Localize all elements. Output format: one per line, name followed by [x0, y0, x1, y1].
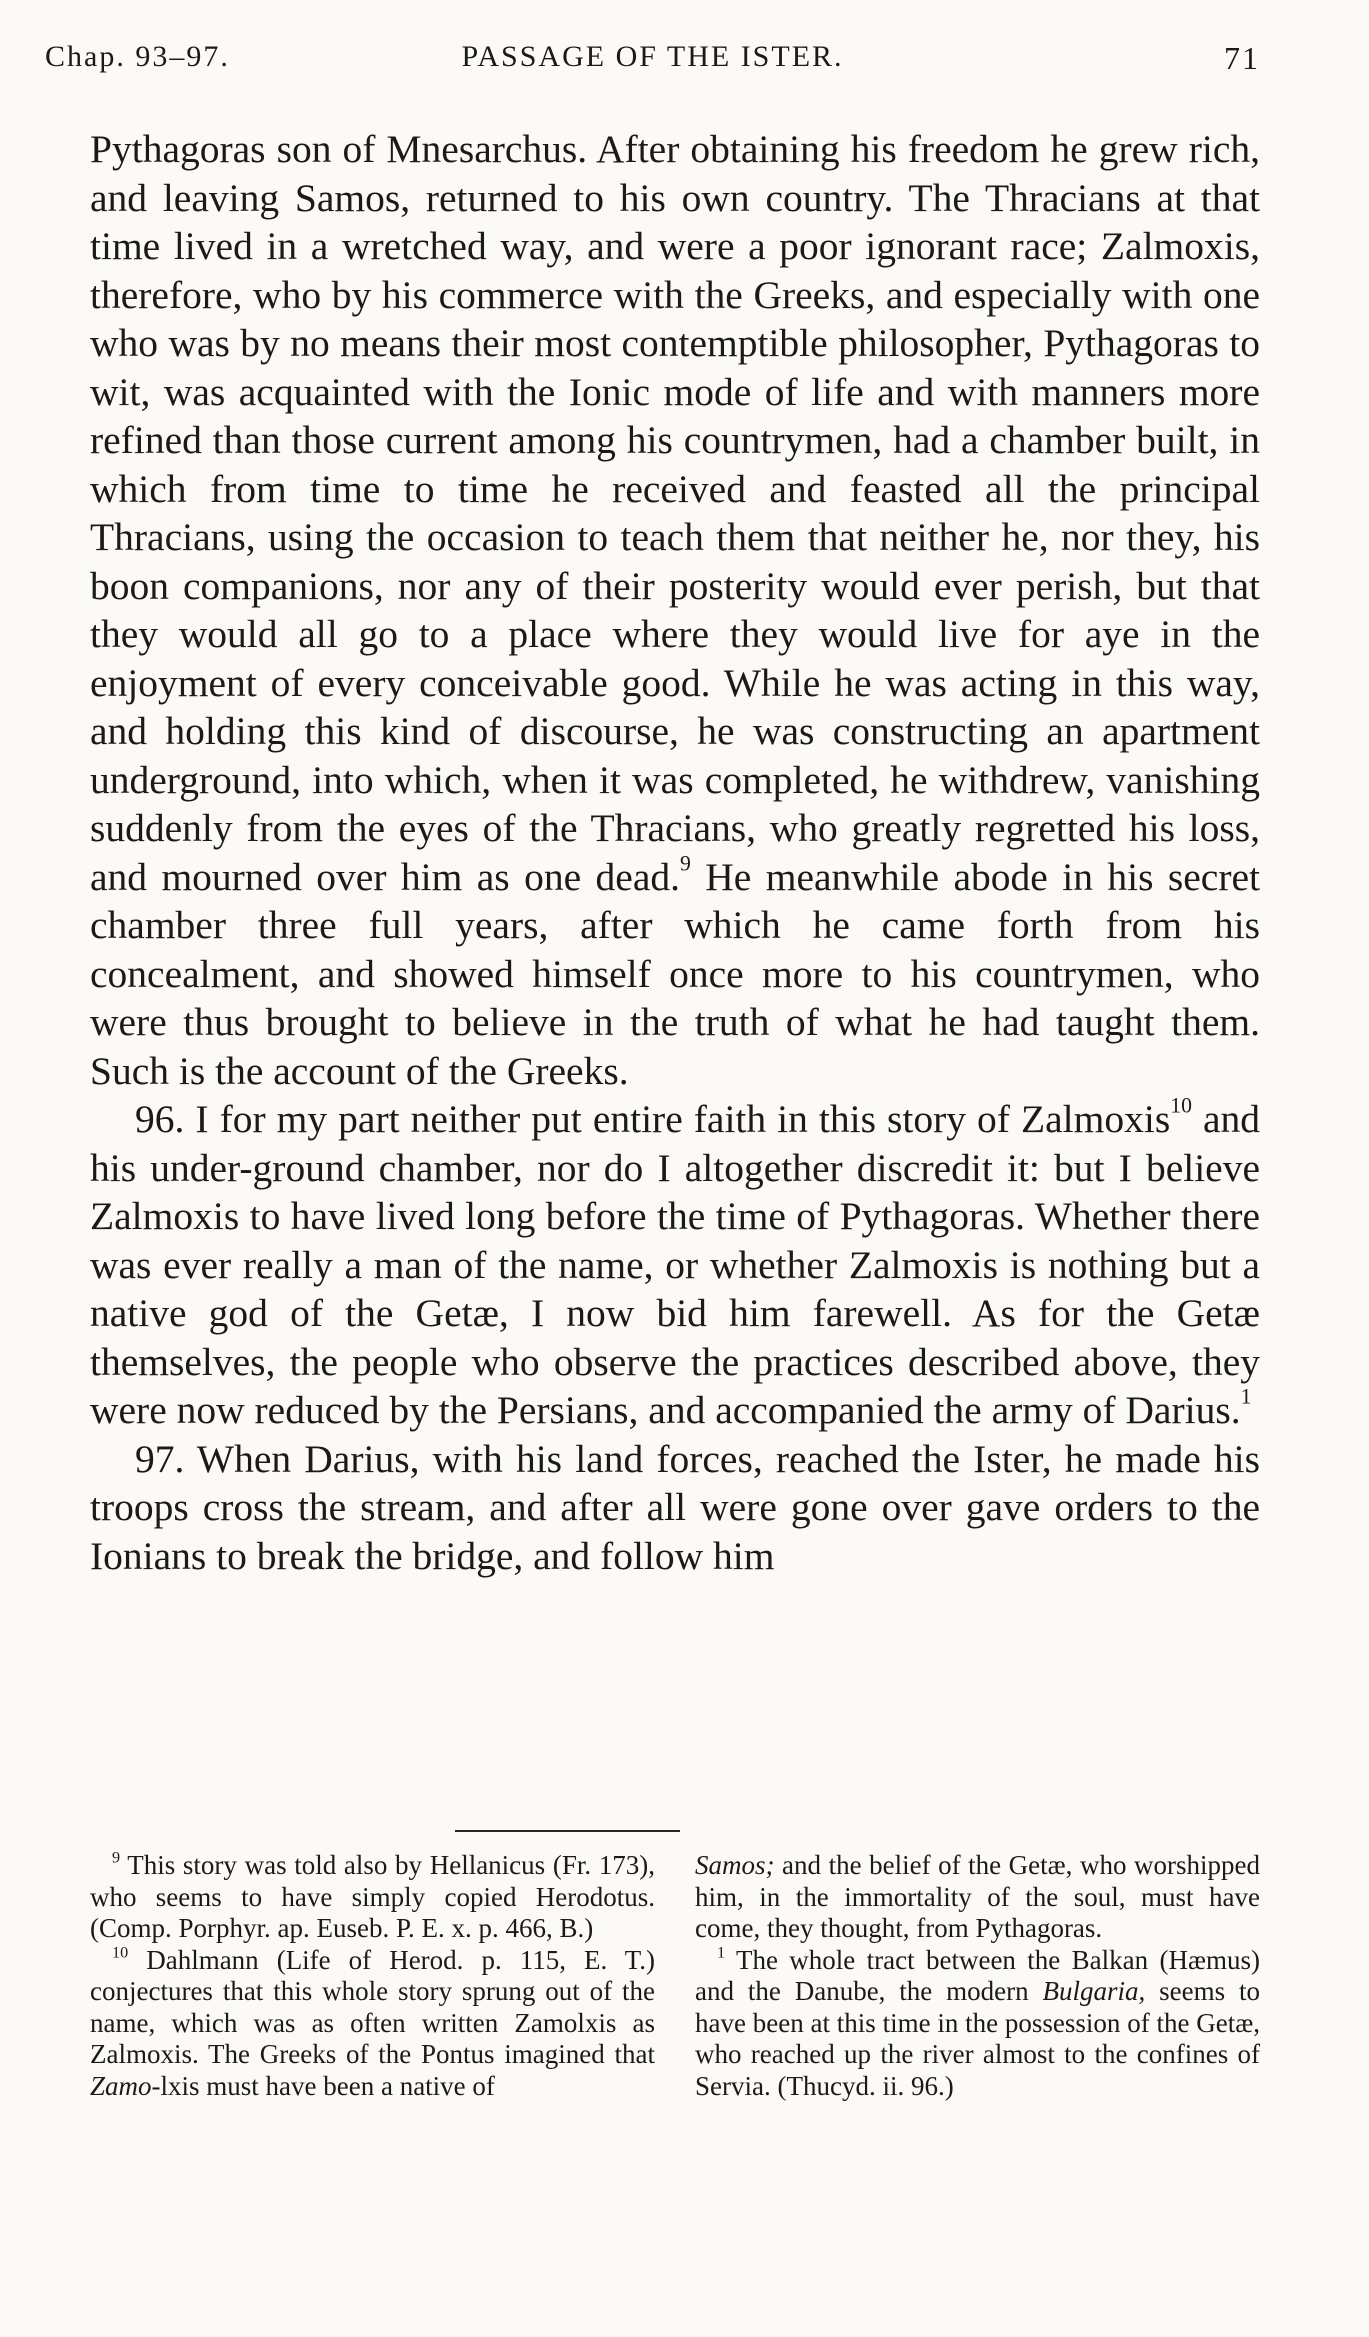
paragraph-96-text-b: and his under-ground chamber, nor do I altogether discredit it: but I believe Zalmoxis to have lived long before the time of Pythagoras. Whether there was ever really a man of the name, or whether Zalmoxis is nothing but a native god of the Getæ, I now bid him farewell. As for the Getæ themselves, the people who observe the practices described above, they were now reduced by the Persians, and accompanied the army of Darius. [90, 1097, 1260, 1432]
footnote-column-left [90, 1850, 655, 2102]
page-title: PASSAGE OF THE ISTER. [461, 40, 844, 73]
footnote-ref-9: 9 [680, 850, 691, 875]
footnote-10-continued [695, 1850, 1260, 1945]
footnote-1-text-b: seems to have been at this time in the possession of the Getæ, who reached up the river almost to the confines of Servia. (Thucyd. ii. 96.) [695, 1976, 1260, 2101]
main-text [90, 125, 1260, 1580]
chapter-range: Chap. 93–97. [45, 40, 230, 73]
footnote-9-mark: 9 [112, 1848, 121, 1867]
footnote-10-italic-2: Samos; [695, 1850, 775, 1880]
footnote-9 [90, 1850, 655, 1945]
footnote-10-text-a: Dahlmann (Life of Herod. p. 115, E. T.) conjectures that this whole story sprung out of the name, which was as often written Zamolxis as Zalmoxis. The Greeks of the Pontus imagined that [90, 1944, 655, 2069]
paragraph-1-tail: He meanwhile abode in his secret chamber three full years, after which he came forth from his concealment, and showed himself once more to his countrymen, who were thus brought to believe in the truth of what he had taught them. Such is the account of the Greeks. [90, 854, 1260, 1093]
footnote-ref-1: 1 [1240, 1384, 1252, 1409]
paragraph-97: 97. When Darius, with his land forces, reached the Ister, he made his troops cross the stream, and after all were gone over gave orders to the Ionians to break the bridge, and follow him [90, 1436, 1260, 1578]
page-number: 71 [1224, 40, 1260, 76]
footnote-1-mark: 1 [717, 1943, 726, 1962]
paragraph-1 [90, 125, 1260, 1095]
footnote-1-italic: Bulgaria, [1042, 1976, 1146, 2006]
paragraph-96 [90, 1095, 1260, 1435]
footnote-9-text: This story was told also by Hellanicus (Fr. 173), who seems to have simply copied Herodotus. (Comp. Porphyr. ap. Euseb. P. E. x. p. 466, B.) [90, 1850, 655, 1943]
footnote-10-text-b: -lxis must have been a native of [151, 2070, 495, 2101]
footnote-10 [90, 1945, 655, 2103]
footnote-10-text-c: and the belief of the Getæ, who worshipped him, in the immortality of the soul, must have come, they thought, from Pythagoras. [695, 1850, 1260, 1943]
footnote-column-right [695, 1850, 1260, 2102]
paragraph-1-text: Pythagoras son of Mnesarchus. After obtaining his freedom he grew rich, and leaving Samos, returned to his own country. The Thracians at that time lived in a wretched way, and were a poor ignorant race; Zalmoxis, therefore, who by his commerce with the Greeks, and especially with one who was by no means their most contemptible philosopher, Pythagoras to wit, was acquainted with the Ionic mode of life and with manners more refined than those current among his countrymen, had a chamber built, in which from time to time he received and feasted all the principal Thracians, using the occasion to teach them that neither he, nor they, his boon companions, nor any of their posterity would ever perish, but that they would all go to a place where they would live for aye in the enjoyment of every conceivable good. While he was acting in this way, and holding this kind of discourse, he was constructing an apartment underground, into which, when it was completed, he withdrew, vanishing suddenly from the eyes of the Thracians, who greatly regretted his loss, and mourned over him as one dead. [90, 127, 1260, 899]
footnote-1-text-a: The whole tract between the Balkan (Hæmus) and the Danube, the modern [695, 1944, 1260, 2006]
footnote-ref-10: 10 [1170, 1093, 1192, 1118]
running-header [45, 40, 1260, 90]
footnotes [90, 1850, 1260, 2102]
footnote-divider [455, 1830, 680, 1832]
paragraph-96-text-a: 96. I for my part neither put entire faith in this story of Zalmoxis [135, 1097, 1171, 1141]
footnote-10-mark: 10 [112, 1943, 129, 1962]
footnote-10-italic: Zamo [90, 2070, 152, 2101]
footnote-1 [695, 1945, 1260, 2103]
